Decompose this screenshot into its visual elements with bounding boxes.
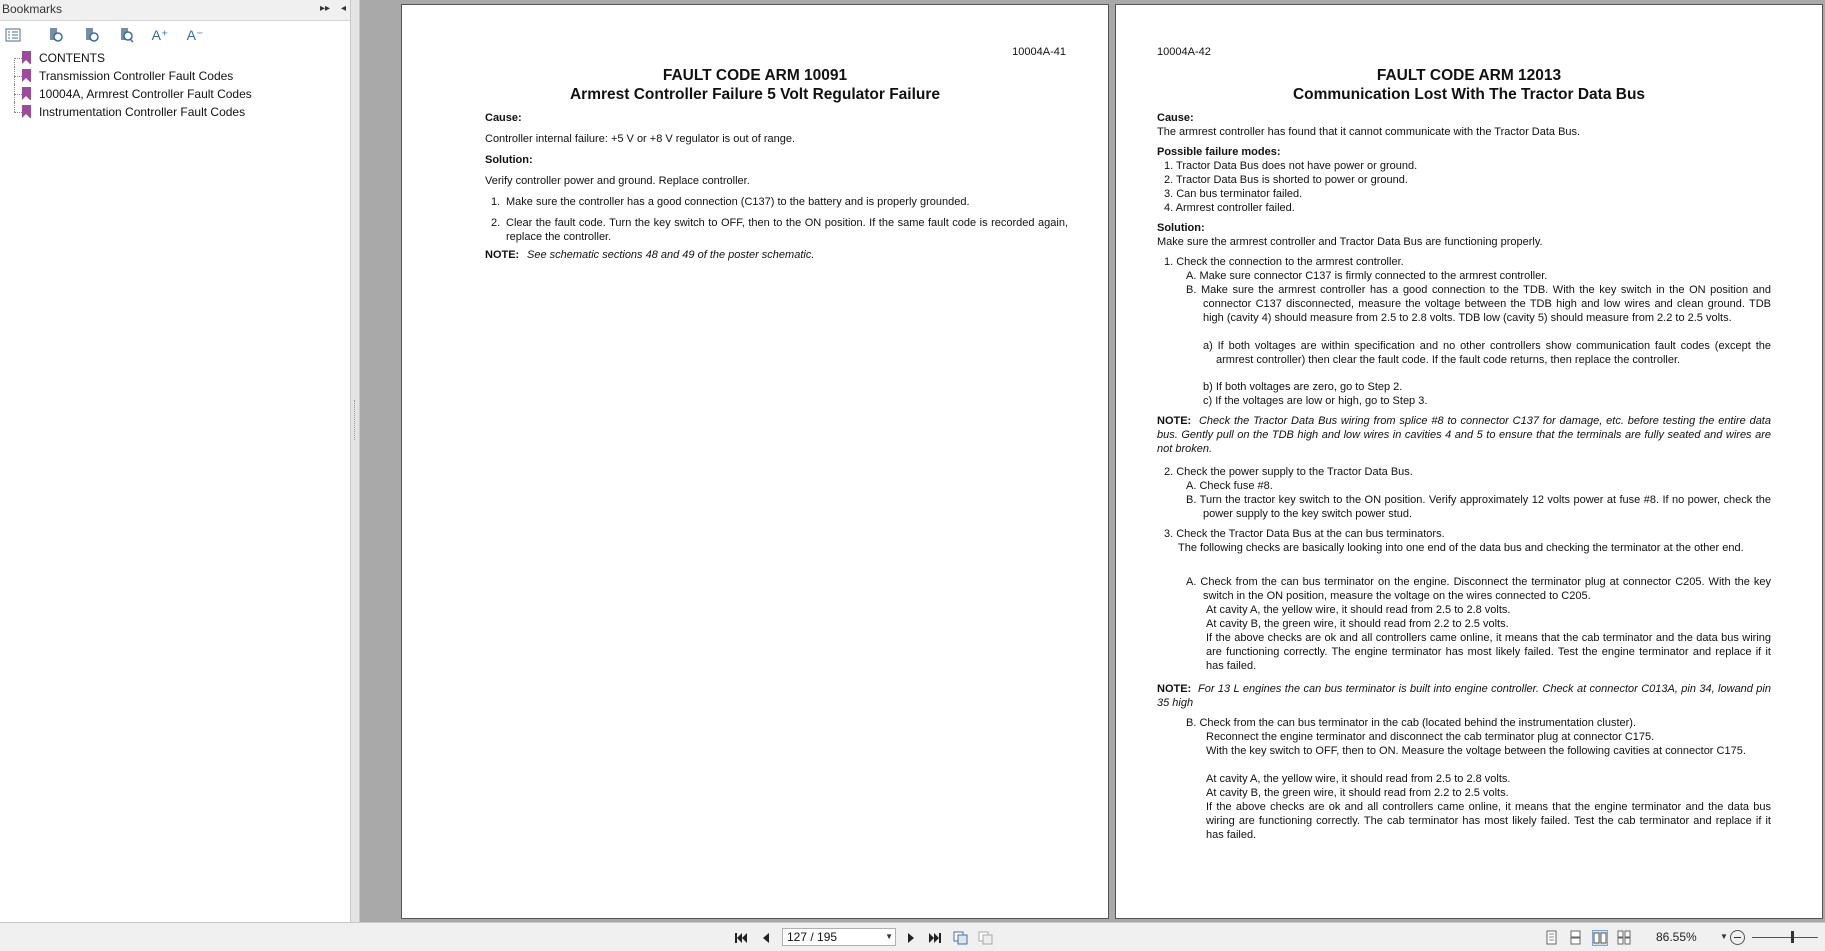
- bookmark-label: Instrumentation Controller Fault Codes: [39, 105, 246, 119]
- substep-detail: If the above checks are ok and all controllers came online, it means that the engine terminator and the data bus wiring are functioning correctly. The cab terminator has most likely failed. Test the cab terminator and replace if it has failed.: [1206, 801, 1771, 841]
- step-intro: The following checks are basically looking into one end of the data bus and checking the terminator at the other end.: [1178, 542, 1744, 554]
- substep-detail: At cavity B, the green wire, it should read from 2.2 to 2.5 volts.: [1206, 787, 1509, 799]
- tree-connector: [14, 94, 22, 95]
- solution-heading: Solution:: [485, 154, 533, 166]
- failure-mode-item: 4. Armrest controller failed.: [1164, 202, 1295, 214]
- page-number: 10004A-42: [1157, 46, 1211, 58]
- note-text: For 13 L engines the can bus terminator is built into engine controller. Check at connector C013A, pin 34, lowand pin 35 high: [1157, 683, 1771, 709]
- solution-text: Make sure the armrest controller and Tractor Data Bus are functioning properly.: [1157, 236, 1543, 248]
- bookmark-item-instrumentation[interactable]: [0, 103, 350, 121]
- substep-text: B. Check from the can bus terminator in the cab (located behind the instrumentation cluster).: [1186, 717, 1637, 729]
- page-title: FAULT CODE ARM 12013: [1376, 67, 1562, 84]
- bookmark-icon: [22, 51, 31, 64]
- cause-text: The armrest controller has found that it cannot communicate with the Tractor Data Bus.: [1157, 126, 1581, 138]
- previous-page-icon[interactable]: [758, 930, 774, 946]
- cause-heading: Cause:: [485, 112, 522, 124]
- collapse-bookmark-icon[interactable]: [81, 26, 101, 44]
- zoom-slider-thumb[interactable]: [1791, 931, 1794, 943]
- bookmarks-title: Bookmarks: [2, 2, 63, 16]
- panel-expand-icon[interactable]: ▸▸: [319, 3, 330, 14]
- bookmark-label: Transmission Controller Fault Codes: [39, 69, 234, 83]
- substep-text: B. Make sure the armrest controller has a good connection to the TDB. With the key switch in the ON position and connector C137 disconnected, measure the voltage between the TDB high and low wires and clean ground. TDB high (cavity 4) should measure from 2.5 to 2.8 volts. TDB low (cavity 5) should measure from 2.2 to 2.5 volts.: [1186, 284, 1771, 324]
- first-page-icon[interactable]: [733, 930, 749, 946]
- bookmark-label: CONTENTS: [39, 51, 105, 65]
- zoom-out-icon[interactable]: [1730, 930, 1745, 945]
- tree-connector: [14, 102, 15, 112]
- document-page-left: [401, 4, 1109, 919]
- solution-heading: Solution:: [1157, 222, 1205, 234]
- substep-detail: If the above checks are ok and all controllers came online, it means that the cab terminator and the data bus wiring are functioning correctly. The engine terminator has most likely failed. Test the engine terminator and replace if it has failed.: [1206, 632, 1771, 672]
- page-subtitle: Communication Lost With The Tractor Data Bus: [1292, 86, 1646, 103]
- note-block: [1157, 414, 1771, 456]
- step-text: 2. Check the power supply to the Tractor Data Bus.: [1164, 466, 1413, 478]
- page-number: 10004A-41: [1012, 46, 1066, 58]
- substep-detail: Reconnect the engine terminator and disconnect the cab terminator plug at connector C175.: [1206, 731, 1655, 743]
- bookmark-icon: [22, 69, 31, 82]
- note-label: NOTE:: [1157, 683, 1192, 695]
- next-page-icon[interactable]: [903, 930, 919, 946]
- step-text: Clear the fault code. Turn the key switch to OFF, then to the ON position. If the same fault code is recorded again, replace the controller.: [506, 217, 1068, 243]
- bookmark-label: 10004A, Armrest Controller Fault Codes: [39, 87, 252, 101]
- bookmark-item-transmission[interactable]: [0, 67, 350, 85]
- failure-mode-item: 2. Tractor Data Bus is shorted to power or ground.: [1164, 174, 1408, 186]
- bookmark-icon: [22, 105, 31, 118]
- substep-text: A. Check fuse #8.: [1186, 480, 1273, 492]
- substep-item: a) If both voltages are within specification and no other controllers show communication fault codes (except the armrest controller) then clear the fault code. If the fault code returns, then replace the controller.: [1203, 340, 1771, 366]
- note-block: [1157, 682, 1771, 710]
- substep-text: A. Make sure connector C137 is firmly connected to the armrest controller.: [1186, 270, 1548, 282]
- cause-heading: Cause:: [1157, 112, 1194, 124]
- failure-mode-item: 1. Tractor Data Bus does not have power or ground.: [1164, 160, 1418, 172]
- page-title: FAULT CODE ARM 10091: [662, 67, 848, 84]
- expand-bookmark-icon[interactable]: [45, 26, 65, 44]
- bookmark-tree: [0, 49, 350, 121]
- cause-text: Controller internal failure: +5 V or +8 V regulator is out of range.: [485, 133, 796, 145]
- step-number: 2.: [491, 217, 501, 229]
- step-text: 1. Check the connection to the armrest controller.: [1164, 256, 1404, 268]
- substep-item: b) If both voltages are zero, go to Step 2.: [1203, 381, 1403, 393]
- step-text: Make sure the controller has a good connection (C137) to the battery and is properly grounded.: [506, 196, 970, 208]
- zoom-dropdown-icon[interactable]: ▼: [1720, 932, 1728, 941]
- substep-detail: At cavity A, the yellow wire, it should read from 2.5 to 2.8 volts.: [1206, 604, 1511, 616]
- splitter-grip[interactable]: [354, 400, 357, 440]
- tree-connector: [14, 76, 22, 77]
- previous-view-icon[interactable]: [953, 930, 969, 946]
- solution-text: Verify controller power and ground. Replace controller.: [485, 175, 750, 187]
- page-subtitle: Armrest Controller Failure 5 Volt Regulator Failure: [569, 86, 941, 103]
- tree-connector: [14, 112, 22, 113]
- continuous-view-icon[interactable]: [1567, 930, 1583, 946]
- step-text: 3. Check the Tractor Data Bus at the can bus terminators.: [1164, 528, 1445, 540]
- last-page-icon[interactable]: [927, 930, 943, 946]
- find-bookmark-icon[interactable]: [116, 26, 136, 44]
- two-page-continuous-icon[interactable]: [1616, 930, 1632, 946]
- failure-modes-heading: Possible failure modes:: [1157, 146, 1281, 158]
- page-number-value: 127 / 195: [787, 930, 838, 944]
- bookmark-options-icon[interactable]: [3, 26, 23, 44]
- increase-font-icon[interactable]: A⁺: [151, 26, 169, 43]
- tree-connector: [14, 84, 15, 102]
- substep-detail: With the key switch to OFF, then to ON. Measure the voltage between the following cavities at connector C175.: [1206, 745, 1746, 757]
- bookmarks-header: [0, 0, 350, 21]
- note-text: Check the Tractor Data Bus wiring from splice #8 to connector C137 for damage, etc. before testing the entire data bus. Gently pull on the TDB high and low wires in cavities 4 and 5 to ensure that the terminals are fully seated and wires are not broken.: [1157, 415, 1771, 455]
- zoom-level[interactable]: 86.55%: [1656, 930, 1697, 944]
- zoom-slider-track[interactable]: [1752, 937, 1818, 938]
- substep-text: A. Check from the can bus terminator on the engine. Disconnect the terminator plug at connector C205. With the key switch in the ON position, measure the voltage on the wires connected to C205.: [1186, 576, 1771, 602]
- bookmark-icon: [22, 87, 31, 100]
- substep-detail: At cavity B, the green wire, it should read from 2.2 to 2.5 volts.: [1206, 618, 1509, 630]
- bookmark-item-contents[interactable]: [0, 49, 350, 67]
- substep-text: B. Turn the tractor key switch to the ON position. Verify approximately 12 volts power at fuse #8. If no power, check the power supply to the key switch power stud.: [1186, 494, 1771, 520]
- note-text: See schematic sections 48 and 49 of the poster schematic.: [527, 249, 815, 261]
- status-bar: [0, 922, 1825, 951]
- panel-collapse-icon[interactable]: ◂: [340, 3, 346, 14]
- substep-item: c) If the voltages are low or high, go to Step 3.: [1203, 395, 1428, 407]
- next-view-icon[interactable]: [978, 930, 994, 946]
- page-number-input[interactable]: [782, 928, 896, 946]
- substep-detail: At cavity A, the yellow wire, it should read from 2.5 to 2.8 volts.: [1206, 773, 1511, 785]
- single-page-view-icon[interactable]: [1543, 930, 1559, 946]
- two-page-view-icon[interactable]: [1592, 930, 1608, 946]
- tree-connector: [14, 66, 15, 84]
- bookmark-item-armrest[interactable]: [0, 85, 350, 103]
- bookmarks-toolbar: [0, 21, 350, 49]
- note-label: NOTE:: [1157, 415, 1192, 427]
- tree-connector: [14, 58, 22, 59]
- bookmarks-panel: [0, 0, 351, 922]
- chevron-down-icon[interactable]: ▼: [885, 932, 893, 941]
- failure-mode-item: 3. Can bus terminator failed.: [1164, 188, 1303, 200]
- step-number: 1.: [491, 196, 501, 208]
- decrease-font-icon[interactable]: A⁻: [186, 26, 204, 43]
- note-label: NOTE:: [485, 249, 520, 261]
- panel-splitter[interactable]: [351, 0, 360, 922]
- document-page-right: [1115, 4, 1823, 919]
